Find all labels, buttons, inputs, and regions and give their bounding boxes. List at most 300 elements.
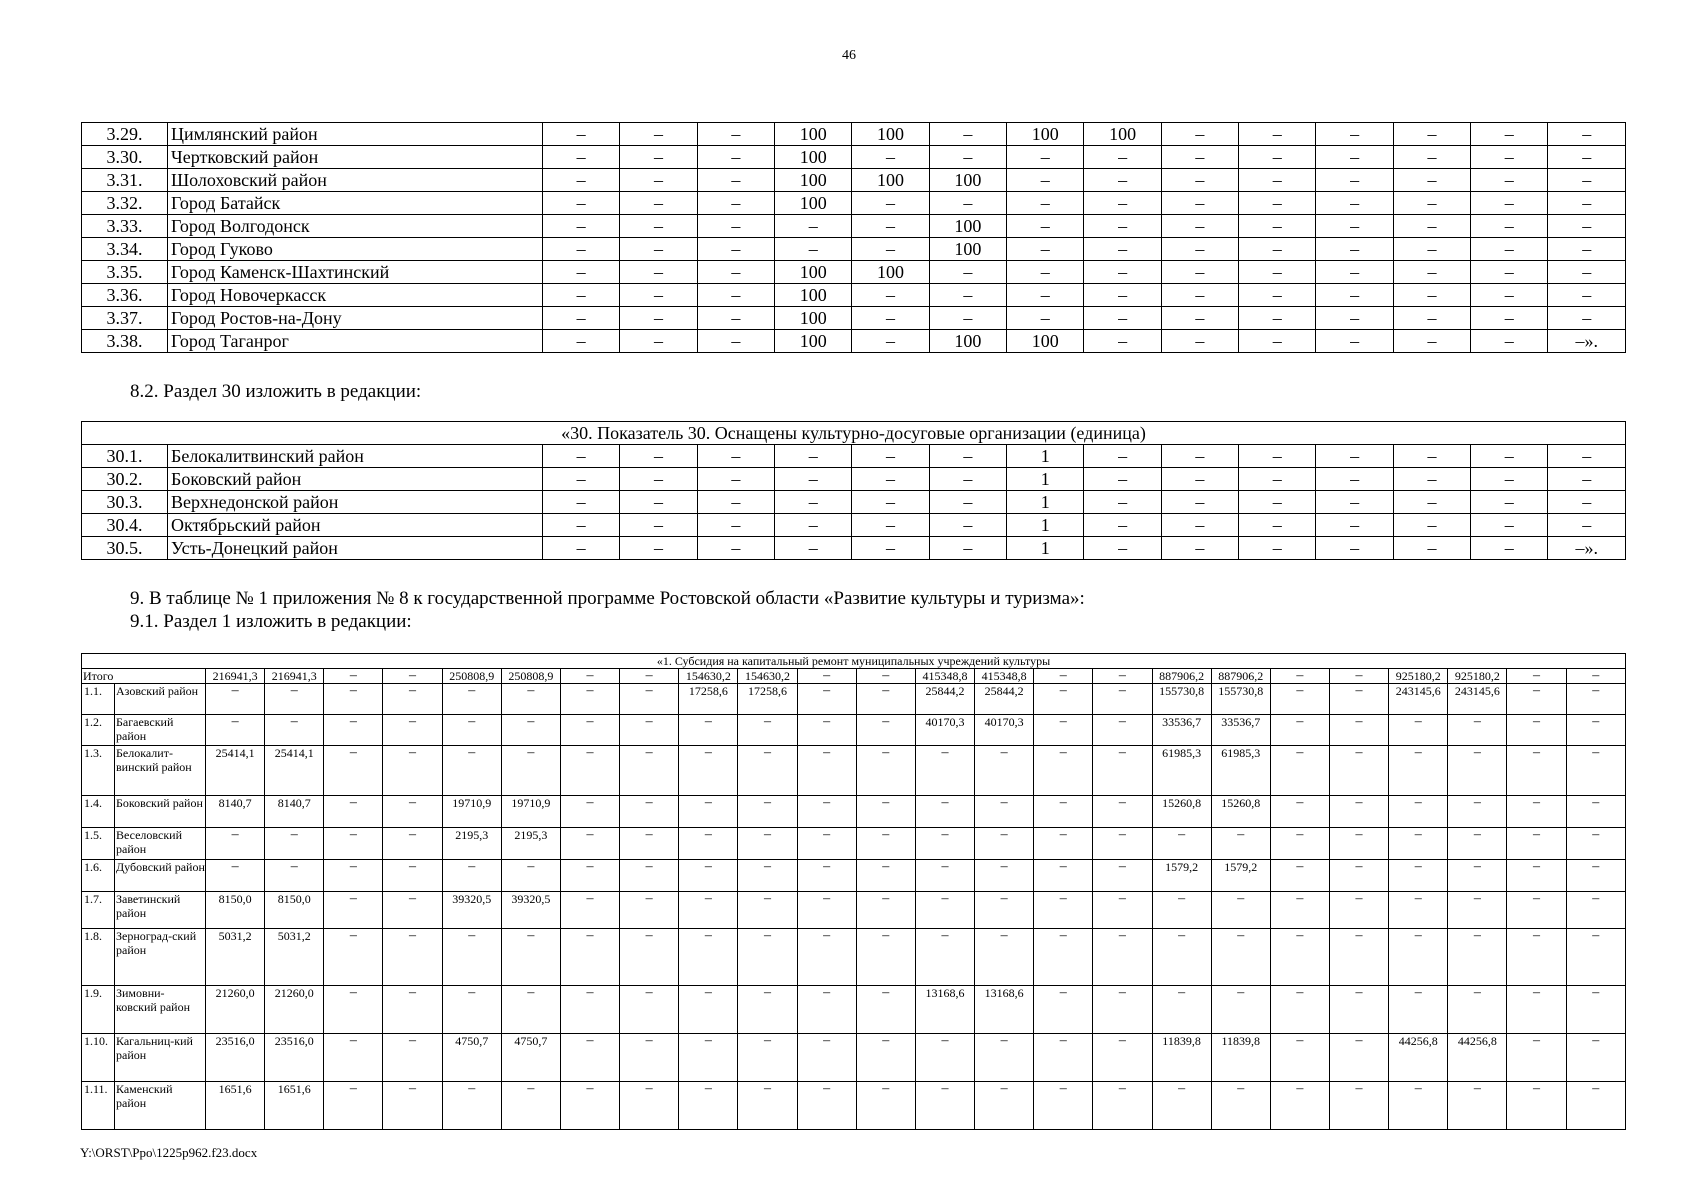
indicator-value: –	[620, 491, 697, 514]
table-row	[82, 284, 1626, 307]
total-value: 415348,8	[975, 669, 1034, 684]
indicator-value: –	[1084, 284, 1161, 307]
indicator-value: –	[1548, 307, 1626, 330]
subsidy-value: –	[1566, 892, 1625, 929]
subsidy-value: –	[1389, 929, 1448, 986]
indicator-value: –	[543, 445, 620, 468]
subsidy-value: 17258,6	[738, 684, 797, 715]
subsidy-value: –	[797, 929, 856, 986]
indicator-value: –	[1239, 514, 1316, 537]
indicator-value: 100	[852, 169, 929, 192]
subsidy-value: –	[620, 860, 679, 892]
total-row	[82, 669, 1626, 684]
indicator-value: –	[1548, 123, 1626, 146]
indicator-value: –	[929, 468, 1006, 491]
row-number: 3.37.	[82, 307, 168, 330]
subsidy-value: –	[1034, 892, 1093, 929]
subsidy-value: –	[1093, 860, 1152, 892]
table-row	[82, 146, 1626, 169]
indicator-value: 100	[929, 330, 1006, 353]
indicator-value: –	[1316, 238, 1393, 261]
indicator-value: 100	[775, 330, 852, 353]
subsidy-value: 39320,5	[501, 892, 560, 929]
row-number: 1.6.	[82, 860, 115, 892]
indicator-value: –	[697, 215, 774, 238]
district-name: Цимлянский район	[168, 123, 543, 146]
subsidy-value: –	[1093, 828, 1152, 860]
district-name: Каменский район	[115, 1082, 206, 1130]
subsidy-value: –	[915, 1034, 974, 1082]
table-row	[82, 1034, 1626, 1082]
indicator-value: –	[775, 537, 852, 560]
total-value: –	[620, 669, 679, 684]
indicator-value: –	[543, 307, 620, 330]
indicator-value: –	[1161, 307, 1238, 330]
subsidy-value: –	[915, 1082, 974, 1130]
row-number: 1.5.	[82, 828, 115, 860]
subsidy-value: –	[620, 715, 679, 746]
subsidy-value: 5031,2	[206, 929, 265, 986]
indicator-value: –	[1471, 123, 1548, 146]
indicator-value: –	[1548, 169, 1626, 192]
total-value: –	[1034, 669, 1093, 684]
subsidy-value: –	[1034, 746, 1093, 796]
subsidy-value: –	[797, 986, 856, 1034]
indicator-value: –	[1084, 468, 1161, 491]
indicator-value: –	[1239, 330, 1316, 353]
row-number: 30.3.	[82, 491, 168, 514]
page-number: 46	[842, 48, 856, 63]
subsidy-value: –	[1329, 1082, 1388, 1130]
subsidy-value: –	[856, 1082, 915, 1130]
indicator-value: –	[620, 215, 697, 238]
total-value: 216941,3	[206, 669, 265, 684]
district-name: Зимовни-ковский район	[115, 986, 206, 1034]
indicator-value: –	[852, 445, 929, 468]
table-row	[82, 307, 1626, 330]
subsidy-value: –	[797, 715, 856, 746]
indicator-value: –	[1161, 468, 1238, 491]
subsidy-value: –	[738, 860, 797, 892]
total-value: 154630,2	[679, 669, 738, 684]
indicator-value: –	[852, 537, 929, 560]
subsidy-value: –	[975, 796, 1034, 828]
indicator-value: –	[1316, 537, 1393, 560]
subsidy-value: –	[679, 1034, 738, 1082]
subsidy-value: –	[915, 796, 974, 828]
subsidy-value: 8150,0	[206, 892, 265, 929]
subsidy-value: 8140,7	[206, 796, 265, 828]
subsidy-value: –	[1566, 986, 1625, 1034]
subsidy-value: –	[738, 828, 797, 860]
subsidy-value: –	[738, 796, 797, 828]
indicator-value: –	[620, 123, 697, 146]
indicator-30-table-body	[82, 422, 1626, 560]
subsidy-value: –	[560, 746, 619, 796]
indicator-value: –	[1471, 215, 1548, 238]
subsidy-value: –	[501, 1082, 560, 1130]
subsidy-value: –	[1389, 715, 1448, 746]
subsidy-value: –	[1093, 746, 1152, 796]
subsidy-value: –	[501, 746, 560, 796]
subsidy-value: –	[1034, 796, 1093, 828]
total-value: 925180,2	[1448, 669, 1507, 684]
indicator-value: –	[929, 192, 1006, 215]
subsidy-value: –	[1566, 860, 1625, 892]
indicator-value: –	[697, 514, 774, 537]
total-value: –	[1566, 669, 1625, 684]
row-number: 3.31.	[82, 169, 168, 192]
subsidy-value: –	[738, 715, 797, 746]
subsidy-value: –	[206, 715, 265, 746]
indicator-value: –	[1316, 261, 1393, 284]
subsidy-value: –	[856, 892, 915, 929]
indicator-value: –	[1084, 215, 1161, 238]
subsidy-value: –	[1329, 715, 1388, 746]
district-name: Заветинский район	[115, 892, 206, 929]
district-name: Город Ростов-на-Дону	[168, 307, 543, 330]
indicator-value: –	[929, 146, 1006, 169]
subsidy-value: –	[442, 929, 501, 986]
indicator-value: –».	[1548, 330, 1626, 353]
subsidy-value: –	[1093, 1082, 1152, 1130]
subsidy-value: –	[1211, 929, 1270, 986]
subsidy-value: –	[1034, 1082, 1093, 1130]
indicator-value: –	[697, 238, 774, 261]
subsidy-value: –	[501, 929, 560, 986]
indicator-value: 100	[775, 146, 852, 169]
indicator-value: –	[1161, 284, 1238, 307]
total-value: –	[1093, 669, 1152, 684]
paragraph-9: 9. В таблице № 1 приложения № 8 к государственной программе Ростовской области «Развитие культуры и туризма»:	[130, 588, 1085, 609]
subsidy-value: 243145,6	[1448, 684, 1507, 715]
district-name: Зерноград-ский район	[115, 929, 206, 986]
subsidy-value: –	[1093, 796, 1152, 828]
subsidy-value: –	[1093, 684, 1152, 715]
indicator-value: –	[1007, 238, 1084, 261]
table-row	[82, 192, 1626, 215]
district-name: Боковский район	[168, 468, 543, 491]
indicator-value: –	[1393, 192, 1470, 215]
total-value: 154630,2	[738, 669, 797, 684]
subsidy-value: –	[856, 929, 915, 986]
subsidy-value: –	[1270, 684, 1329, 715]
subsidy-value: –	[501, 986, 560, 1034]
subsidy-value: –	[1507, 986, 1566, 1034]
indicator-value: –	[775, 468, 852, 491]
subsidy-value: –	[383, 828, 442, 860]
subsidy-value: –	[1507, 1034, 1566, 1082]
district-name: Октябрьский район	[168, 514, 543, 537]
table-row	[82, 491, 1626, 514]
subsidy-value: –	[1270, 1034, 1329, 1082]
indicator-value: 1	[1007, 468, 1084, 491]
indicator-value: –	[697, 491, 774, 514]
indicator-value: –	[1084, 192, 1161, 215]
indicator-value: –	[543, 330, 620, 353]
subsidy-value: 15260,8	[1152, 796, 1211, 828]
subsidy-value: 61985,3	[1211, 746, 1270, 796]
subsidy-value: 1651,6	[265, 1082, 324, 1130]
subsidy-value: –	[1152, 929, 1211, 986]
row-number: 1.10.	[82, 1034, 115, 1082]
indicator-value: –	[1471, 537, 1548, 560]
total-label: Итого	[82, 669, 206, 684]
subsidy-value: –	[1093, 986, 1152, 1034]
indicator-value: –	[543, 261, 620, 284]
indicator-value: –	[1393, 491, 1470, 514]
indicator-value: –	[620, 468, 697, 491]
subsidy-value: –	[1448, 828, 1507, 860]
indicator-value: –	[1316, 215, 1393, 238]
indicator-value: –	[1393, 468, 1470, 491]
subsidy-value: –	[856, 796, 915, 828]
indicator-value: –	[1239, 146, 1316, 169]
subsidy-value: –	[856, 746, 915, 796]
indicator-value: –	[1393, 537, 1470, 560]
table-row	[82, 892, 1626, 929]
subsidy-value: –	[1507, 796, 1566, 828]
subsidy-value: –	[797, 860, 856, 892]
indicator-value: –	[1239, 445, 1316, 468]
indicator-value: –	[1471, 192, 1548, 215]
subsidy-value: –	[265, 828, 324, 860]
subsidy-table	[81, 653, 1626, 1130]
indicator-value: –	[1316, 284, 1393, 307]
indicator-value: 100	[1007, 330, 1084, 353]
subsidy-value: –	[738, 892, 797, 929]
indicator-value: –	[1471, 238, 1548, 261]
indicator-value: –	[1548, 284, 1626, 307]
indicator-value: 100	[775, 307, 852, 330]
subsidy-value: –	[620, 796, 679, 828]
subsidy-value: –	[1270, 1082, 1329, 1130]
subsidy-value: –	[797, 796, 856, 828]
table-row	[82, 929, 1626, 986]
subsidy-value: –	[856, 1034, 915, 1082]
indicator-value: –	[1393, 123, 1470, 146]
indicator-value: –	[1393, 445, 1470, 468]
subsidy-value: 8150,0	[265, 892, 324, 929]
indicator-value: –	[1084, 445, 1161, 468]
indicator-value: 1	[1007, 537, 1084, 560]
subsidy-value: 13168,6	[975, 986, 1034, 1034]
indicator-value: 1	[1007, 514, 1084, 537]
indicator-value: 100	[775, 169, 852, 192]
subsidy-value: 4750,7	[442, 1034, 501, 1082]
subsidy-value: –	[324, 986, 383, 1034]
district-name: Азовский район	[115, 684, 206, 715]
district-name: Город Новочеркасск	[168, 284, 543, 307]
subsidy-value: –	[1448, 1082, 1507, 1130]
indicator-value: –	[543, 146, 620, 169]
subsidy-value: –	[975, 860, 1034, 892]
total-value: –	[797, 669, 856, 684]
indicator-value: –	[1239, 537, 1316, 560]
indicator-value: –	[1007, 284, 1084, 307]
district-name: Чертковский район	[168, 146, 543, 169]
subsidy-value: –	[620, 684, 679, 715]
district-name: Белокалит-винский район	[115, 746, 206, 796]
indicator-value: –	[1393, 238, 1470, 261]
indicator-value: –	[1471, 468, 1548, 491]
indicator-value: –	[697, 169, 774, 192]
subsidy-value: 155730,8	[1152, 684, 1211, 715]
indicator-value: –	[1316, 169, 1393, 192]
indicator-value: –	[1161, 146, 1238, 169]
indicator-value: –	[1239, 491, 1316, 514]
subsidy-value: 19710,9	[501, 796, 560, 828]
row-number: 1.11.	[82, 1082, 115, 1130]
indicator-value: –	[929, 261, 1006, 284]
subsidy-value: –	[915, 746, 974, 796]
subsidy-value: –	[738, 1034, 797, 1082]
indicator-value: –	[929, 491, 1006, 514]
subsidy-value: –	[1329, 860, 1388, 892]
district-name: Город Волгодонск	[168, 215, 543, 238]
indicator-value: –	[620, 261, 697, 284]
total-value: –	[1270, 669, 1329, 684]
subsidy-value: –	[679, 892, 738, 929]
subsidy-value: –	[1507, 860, 1566, 892]
indicator-value: –	[1239, 468, 1316, 491]
subsidy-value: –	[1152, 1082, 1211, 1130]
subsidy-value: –	[324, 796, 383, 828]
subsidy-value: –	[1507, 715, 1566, 746]
subsidy-value: –	[442, 986, 501, 1034]
indicator-value: 100	[929, 238, 1006, 261]
indicator-value: –	[1393, 330, 1470, 353]
subsidy-value: –	[679, 986, 738, 1034]
subsidy-value: –	[1507, 684, 1566, 715]
indicator-value: –».	[1548, 537, 1626, 560]
subsidy-value: –	[324, 1082, 383, 1130]
subsidy-value: –	[1566, 684, 1625, 715]
subsidy-value: –	[1152, 828, 1211, 860]
subsidy-value: –	[1270, 892, 1329, 929]
indicator-value: –	[1084, 491, 1161, 514]
subsidy-value: –	[1034, 929, 1093, 986]
subsidy-value: –	[1270, 929, 1329, 986]
indicator-value: 100	[852, 261, 929, 284]
subsidy-value: –	[975, 1034, 1034, 1082]
subsidy-value: –	[206, 684, 265, 715]
indicator-value: –	[1007, 169, 1084, 192]
subsidy-value: –	[1389, 796, 1448, 828]
indicator-value: –	[543, 123, 620, 146]
subsidy-value: –	[1389, 860, 1448, 892]
row-number: 30.2.	[82, 468, 168, 491]
indicator-value: 100	[775, 284, 852, 307]
indicator-value: –	[775, 491, 852, 514]
subsidy-value: 25414,1	[265, 746, 324, 796]
row-number: 30.4.	[82, 514, 168, 537]
indicator-value: –	[543, 491, 620, 514]
subsidy-value: –	[1566, 746, 1625, 796]
indicator-value: –	[620, 238, 697, 261]
subsidy-value: –	[324, 929, 383, 986]
subsidy-value: –	[679, 796, 738, 828]
subsidy-value: –	[206, 860, 265, 892]
indicator-value: –	[1161, 514, 1238, 537]
subsidy-value: –	[1152, 892, 1211, 929]
indicator-value: –	[1393, 146, 1470, 169]
indicator-value: –	[1084, 330, 1161, 353]
indicator-value: –	[620, 169, 697, 192]
subsidy-value: –	[1211, 828, 1270, 860]
indicator-value: –	[929, 514, 1006, 537]
district-name: Усть-Донецкий район	[168, 537, 543, 560]
subsidy-value: –	[1329, 746, 1388, 796]
subsidy-value: –	[1329, 684, 1388, 715]
subsidy-value: –	[856, 828, 915, 860]
indicator-value: –	[852, 330, 929, 353]
table-row	[82, 261, 1626, 284]
subsidy-value: 33536,7	[1152, 715, 1211, 746]
indicator-value: –	[1471, 146, 1548, 169]
subsidy-value: –	[797, 684, 856, 715]
indicator-value: –	[543, 537, 620, 560]
row-number: 30.1.	[82, 445, 168, 468]
subsidy-value: –	[1566, 828, 1625, 860]
indicator-value: 100	[1084, 123, 1161, 146]
subsidy-value: –	[501, 860, 560, 892]
subsidy-value: –	[679, 860, 738, 892]
indicator-value: –	[1161, 192, 1238, 215]
table-row	[82, 828, 1626, 860]
subsidy-value: 25844,2	[915, 684, 974, 715]
subsidy-value: –	[1093, 929, 1152, 986]
subsidy-value: –	[856, 986, 915, 1034]
subsidy-value: –	[1507, 828, 1566, 860]
indicator-value: –	[1239, 238, 1316, 261]
subsidy-value: –	[1034, 715, 1093, 746]
subsidy-value: 2195,3	[442, 828, 501, 860]
total-value: 250808,9	[501, 669, 560, 684]
indicator-value: –	[1007, 307, 1084, 330]
indicator-value: –	[620, 330, 697, 353]
subsidy-value: –	[679, 746, 738, 796]
subsidy-value: 11839,8	[1211, 1034, 1270, 1082]
subsidy-value: 11839,8	[1152, 1034, 1211, 1082]
indicator-value: –	[1471, 330, 1548, 353]
subsidy-value: –	[324, 860, 383, 892]
subsidy-value: –	[975, 929, 1034, 986]
indicator-value: –	[543, 468, 620, 491]
table-row	[82, 445, 1626, 468]
row-number: 3.36.	[82, 284, 168, 307]
total-value: –	[383, 669, 442, 684]
subsidy-value: –	[915, 860, 974, 892]
subsidy-value: –	[383, 715, 442, 746]
subsidy-value: –	[1329, 892, 1388, 929]
subsidy-value: –	[560, 796, 619, 828]
subsidy-value: –	[560, 892, 619, 929]
subsidy-value: 44256,8	[1448, 1034, 1507, 1082]
subsidy-value: –	[442, 684, 501, 715]
subsidy-value: –	[797, 1034, 856, 1082]
subsidy-value: –	[1389, 892, 1448, 929]
subsidy-value: –	[1329, 1034, 1388, 1082]
district-name: Кагальниц-кий район	[115, 1034, 206, 1082]
subsidy-value: 13168,6	[915, 986, 974, 1034]
indicator-value: –	[1161, 238, 1238, 261]
district-name: Шолоховский район	[168, 169, 543, 192]
subsidy-value: –	[620, 746, 679, 796]
subsidy-value: –	[797, 746, 856, 796]
indicator-value: –	[1239, 261, 1316, 284]
subsidy-value: 15260,8	[1211, 796, 1270, 828]
